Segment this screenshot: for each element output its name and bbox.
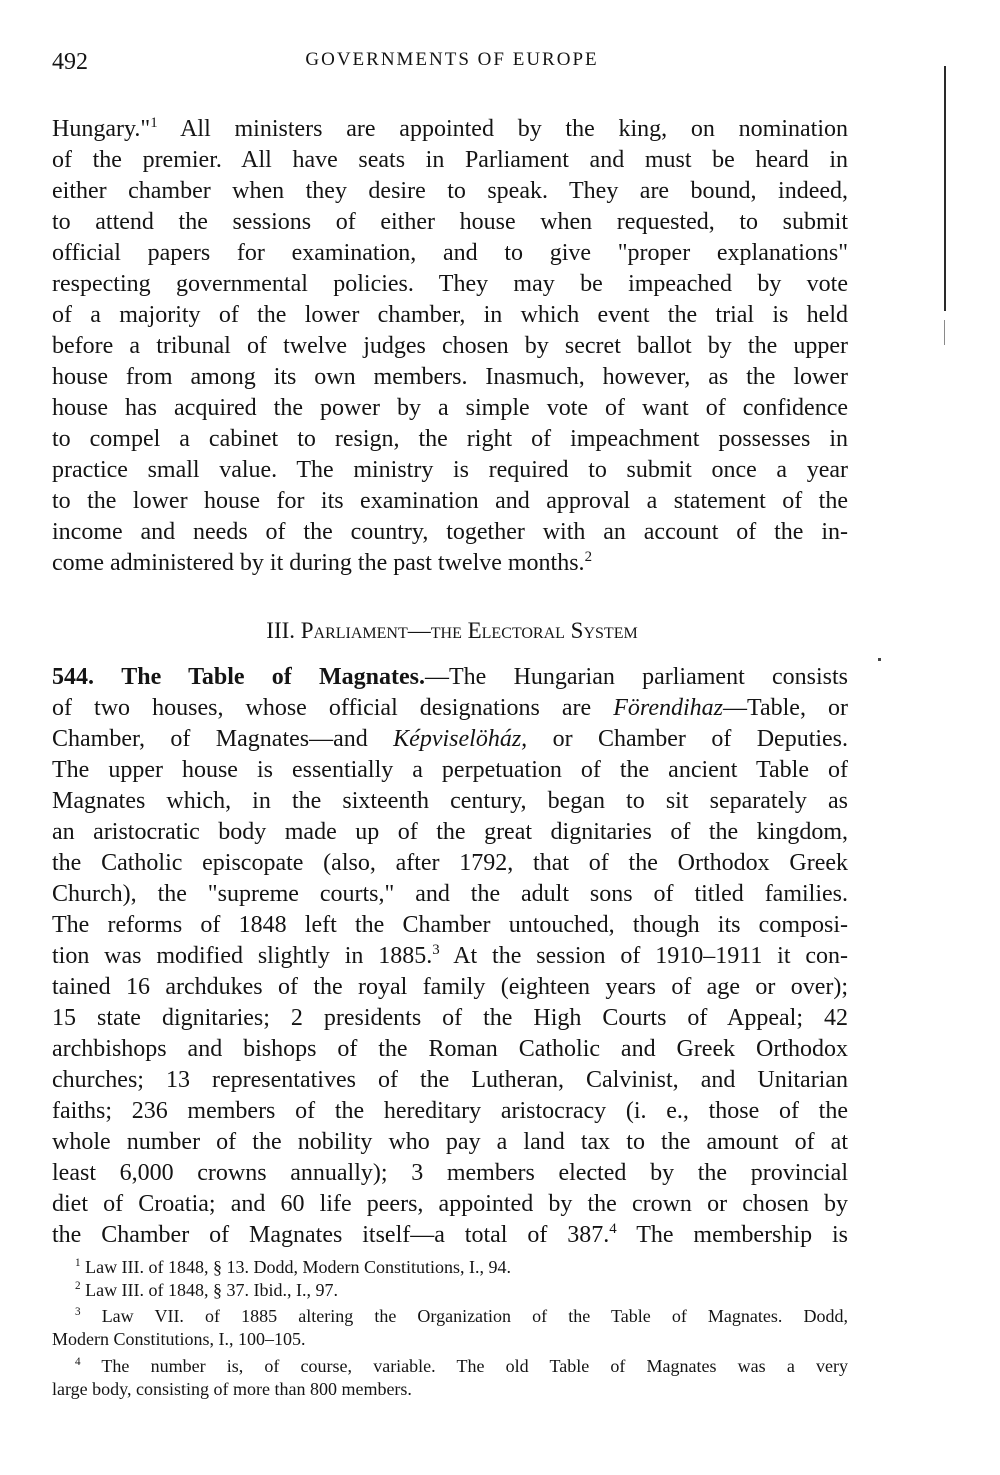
body-line: to the lower house for its examination and approval a statement of the	[52, 488, 848, 514]
section-title: The Table of Magnates.	[121, 664, 426, 690]
footnote-ref[interactable]: 3	[432, 942, 440, 958]
body-line: an aristocratic body made up of the great dignitaries of the kingdom,	[52, 819, 848, 845]
stray-mark	[878, 658, 881, 661]
body-line: the Catholic episcopate (also, after 1792, that of the Orthodox Greek	[52, 850, 848, 876]
body-line: The upper house is essentially a perpetuation of the ancient Table of	[52, 757, 848, 783]
body-line: practice small value. The ministry is required to submit once a year	[52, 457, 848, 483]
body-line: archbishops and bishops of the Roman Catholic and Greek Orthodox	[52, 1036, 848, 1062]
section-heading: III. Parliament—the Electoral System	[266, 618, 638, 643]
body-line: of two houses, whose official designations are Förendihaz—Table, or	[52, 695, 849, 721]
margin-rule-faint	[944, 320, 945, 345]
footnote-ref[interactable]: 4	[609, 1221, 617, 1237]
footnote-2: $^2$ Law III. of 1848, § 37. Ibid., I., 97.	[75, 1280, 339, 1300]
body-line: respecting governmental policies. They may be impeached by vote	[52, 271, 848, 297]
body-line: least 6,000 crowns annually); 3 members elected by the provincial	[52, 1160, 848, 1186]
footnote-3: $^3$ Law VII. of 1885 altering the Organization of the Table of Magnates. Dodd,	[75, 1306, 849, 1326]
footnote-ref[interactable]: 2	[584, 549, 592, 565]
running-title: GOVERNMENTS OF EUROPE	[305, 49, 599, 70]
body-line: diet of Croatia; and 60 life peers, appointed by the crown or chosen by	[52, 1191, 848, 1217]
body-line: Hungary."$^1$ All ministers are appointed by the king, on nomination	[52, 115, 848, 142]
body-line: churches; 13 representatives of the Lutheran, Calvinist, and Unitarian	[52, 1067, 848, 1093]
body-line: whole number of the nobility who pay a land tax to the amount of at	[52, 1129, 848, 1155]
body-line: before a tribunal of twelve judges chosen by secret ballot by the upper	[52, 333, 848, 359]
page-number: 492	[52, 49, 88, 75]
body-line: either chamber when they desire to speak. They are bound, indeed,	[52, 178, 848, 204]
body-line: official papers for examination, and to give "proper explanations"	[52, 240, 848, 266]
body-line: to compel a cabinet to resign, the right of impeachment possesses in	[52, 426, 848, 452]
body-line: The reforms of 1848 left the Chamber untouched, though its composi-	[52, 912, 848, 938]
section-number: 544.	[52, 664, 94, 690]
body-line: income and needs of the country, together with an account of the in-	[52, 519, 848, 545]
body-line: the Chamber of Magnates itself—a total of 387.$^4$ The membership is	[52, 1221, 848, 1248]
body-line: tained 16 archdukes of the royal family (eighteen years of age or over);	[52, 974, 848, 1000]
footnote-4-cont: large body, consisting of more than 800 members.	[52, 1379, 412, 1399]
footnote-3-cont: Modern Constitutions, I., 100–105.	[52, 1329, 306, 1349]
body-line: 15 state dignitaries; 2 presidents of the High Courts of Appeal; 42	[52, 1005, 848, 1031]
body-line: house from among its own members. Inasmuch, however, as the lower	[52, 364, 848, 390]
body-line: house has acquired the power by a simple vote of want of confidence	[52, 395, 848, 421]
body-line: tion was modified slightly in 1885.$^3$ At the session of 1910–1911 it con-	[52, 942, 848, 969]
body-line: 544. The Table of Magnates.—The Hungarian parliament consists	[52, 664, 848, 690]
body-line: Church), the "supreme courts," and the adult sons of titled families.	[52, 881, 848, 907]
footnote-1: $^1$ Law III. of 1848, § 13. Dodd, Modern Constitutions, I., 94.	[75, 1257, 512, 1277]
body-line: of a majority of the lower chamber, in which event the trial is held	[52, 302, 848, 328]
body-line: faiths; 236 members of the hereditary aristocracy (i. e., those of the	[52, 1098, 848, 1124]
body-line: Chamber, of Magnates—and Képviselöház, or Chamber of Deputies.	[52, 726, 849, 752]
margin-rule	[944, 66, 946, 311]
body-line: of the premier. All have seats in Parliament and must be heard in	[52, 147, 848, 173]
body-line: Magnates which, in the sixteenth century, began to sit separately as	[52, 788, 848, 814]
page-header	[52, 49, 852, 79]
body-line: come administered by it during the past twelve months.$^2$	[52, 549, 592, 576]
footnote-ref[interactable]: 1	[150, 115, 158, 131]
body-line: to attend the sessions of either house when requested, to submit	[52, 209, 848, 235]
footnote-4: $^4$ The number is, of course, variable. The old Table of Magnates was a very	[75, 1356, 848, 1376]
